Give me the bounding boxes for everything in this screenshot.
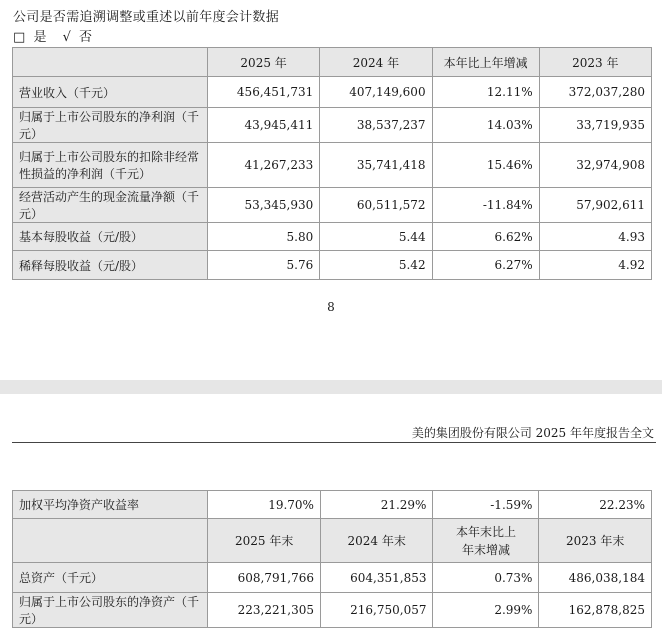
cell-value: 5.80: [207, 223, 319, 251]
cell-value: 43,945,411: [207, 108, 319, 143]
table-row: [13, 563, 652, 593]
cell-value: 60,511,572: [320, 188, 432, 223]
table-row: [13, 251, 652, 280]
page-break: [0, 380, 662, 394]
cell-value: 608,791,766: [208, 563, 321, 593]
cell-value: 6.27%: [432, 251, 539, 280]
row-label: 加权平均净资产收益率: [13, 491, 208, 519]
row-label: 归属于上市公司股东的净利润（千元）: [13, 108, 208, 143]
cell-value: -1.59%: [433, 491, 539, 519]
row-label: 稀释每股收益（元/股）: [13, 251, 208, 280]
table-header-row: [13, 519, 652, 563]
row-label: 总资产（千元）: [13, 563, 208, 593]
header-2024: 2024 年: [320, 48, 432, 77]
cell-value: 5.42: [320, 251, 432, 280]
header-2023-end: 2023 年末: [539, 519, 652, 563]
table-row: [13, 223, 652, 251]
cell-value: 12.11%: [432, 77, 539, 108]
header-2023: 2023 年: [539, 48, 651, 77]
header-rule: [12, 442, 656, 443]
cell-value: 15.46%: [432, 143, 539, 188]
row-label: 归属于上市公司股东的扣除非经常性损益的净利润（千元）: [13, 143, 208, 188]
checkmark-icon: √: [62, 30, 71, 45]
cell-value: 216,750,057: [320, 593, 433, 628]
table-row: [13, 491, 652, 519]
header-2025: 2025 年: [207, 48, 319, 77]
cell-value: 5.76: [207, 251, 319, 280]
balance-table: [12, 490, 652, 628]
cell-value: 4.93: [539, 223, 651, 251]
header-change: 本年末比上年末增减: [433, 519, 539, 563]
page-9: [0, 394, 662, 635]
table-row: [13, 77, 652, 108]
cell-value: 604,351,853: [320, 563, 433, 593]
cell-value: 35,741,418: [320, 143, 432, 188]
cell-value: 162,878,825: [539, 593, 652, 628]
table-row: [13, 593, 652, 628]
cell-value: 4.92: [539, 251, 651, 280]
cell-value: 2.99%: [433, 593, 539, 628]
header-change: 本年比上年增减: [432, 48, 539, 77]
cell-value: 38,537,237: [320, 108, 432, 143]
header-blank: [13, 48, 208, 77]
restatement-question: 公司是否需追溯调整或重述以前年度会计数据: [13, 10, 280, 25]
header-2024-end: 2024 年末: [320, 519, 433, 563]
row-label: 基本每股收益（元/股）: [13, 223, 208, 251]
cell-value: 456,451,731: [207, 77, 319, 108]
cell-value: 0.73%: [433, 563, 539, 593]
cell-value: 407,149,600: [320, 77, 432, 108]
key-financials-table: [12, 47, 652, 280]
row-label: 营业收入（千元）: [13, 77, 208, 108]
header-blank: [13, 519, 208, 563]
yes-label: 是: [33, 30, 47, 45]
cell-value: 223,221,305: [208, 593, 321, 628]
no-label: 否: [79, 30, 93, 45]
cell-value: 53,345,930: [207, 188, 319, 223]
yes-checkbox: □: [13, 30, 26, 45]
row-label: 归属于上市公司股东的净资产（千元）: [13, 593, 208, 628]
cell-value: 22.23%: [539, 491, 652, 519]
cell-value: -11.84%: [432, 188, 539, 223]
running-header: 美的集团股份有限公司 2025 年年度报告全文: [411, 426, 654, 440]
cell-value: 19.70%: [208, 491, 321, 519]
cell-value: 32,974,908: [539, 143, 651, 188]
cell-value: 21.29%: [320, 491, 433, 519]
cell-value: 486,038,184: [539, 563, 652, 593]
table-header-row: [13, 48, 652, 77]
table-row: [13, 108, 652, 143]
row-label: 经营活动产生的现金流量净额（千元）: [13, 188, 208, 223]
cell-value: 5.44: [320, 223, 432, 251]
table-row: [13, 188, 652, 223]
header-2025-end: 2025 年末: [208, 519, 321, 563]
cell-value: 57,902,611: [539, 188, 651, 223]
cell-value: 14.03%: [432, 108, 539, 143]
cell-value: 6.62%: [432, 223, 539, 251]
page-number: 8: [327, 300, 335, 314]
restatement-options: [13, 26, 96, 45]
cell-value: 41,267,233: [207, 143, 319, 188]
cell-value: 372,037,280: [539, 77, 651, 108]
table-row: [13, 143, 652, 188]
cell-value: 33,719,935: [539, 108, 651, 143]
